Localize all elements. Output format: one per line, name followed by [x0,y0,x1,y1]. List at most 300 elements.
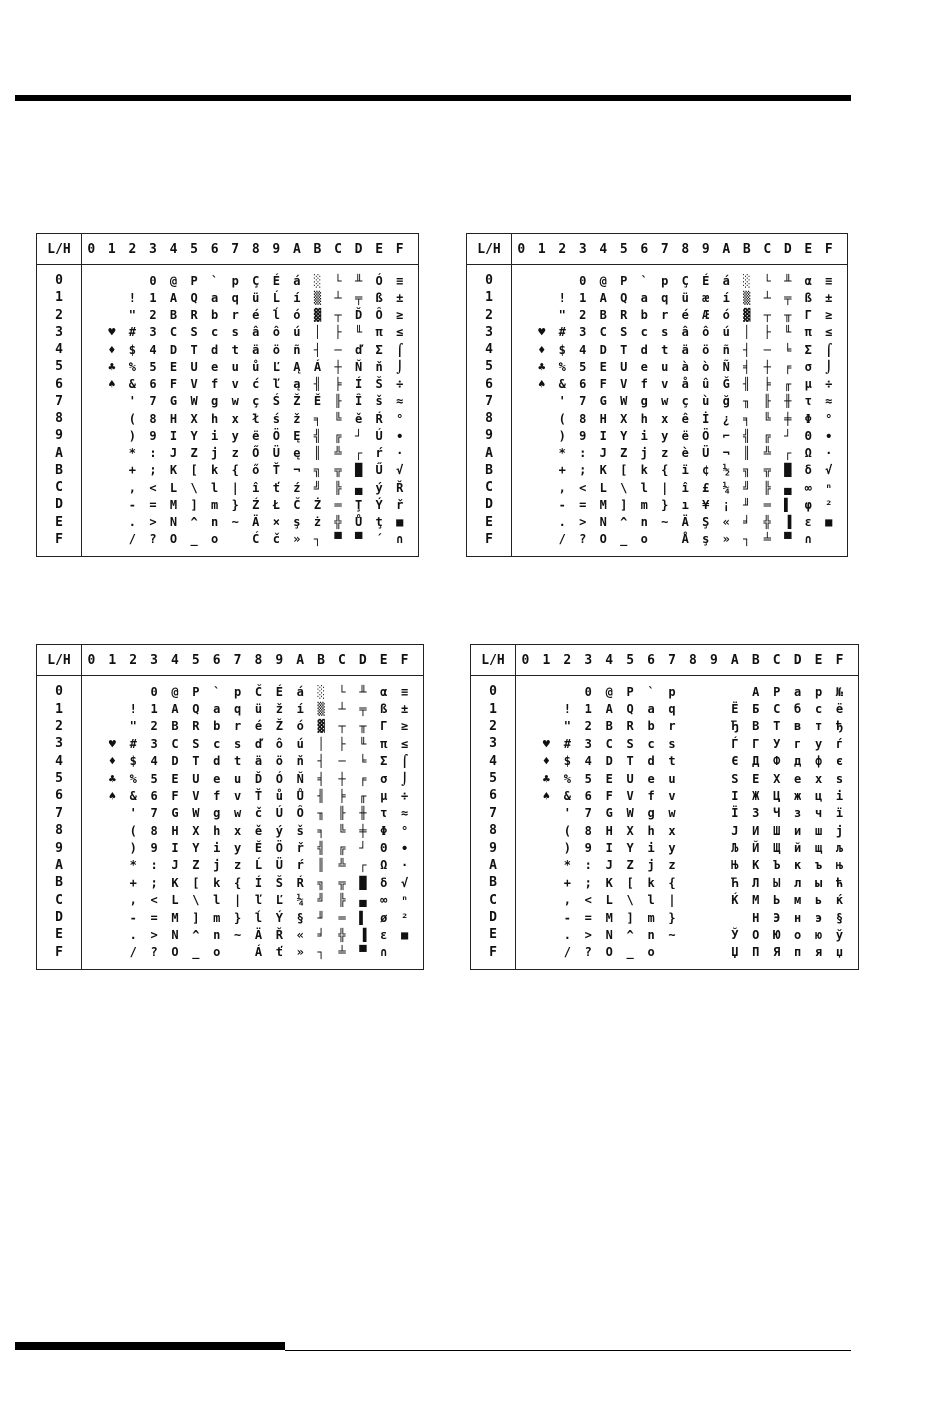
char-cell: K [169,463,178,478]
char-cell: ╫ [359,806,367,821]
char-cell [536,892,557,909]
char-cell: 6 [584,788,592,803]
char-cell: Z [620,446,628,461]
char-cell: ] [626,910,634,925]
column-header: A [730,652,739,668]
char-cell: Ñ [722,359,730,374]
row-header: 4 [485,342,493,358]
char-cell: Ю [773,927,781,942]
char-cell: · [400,858,409,873]
char-cell [532,393,553,410]
char-cell: ę [293,446,301,461]
char-cell: b [640,308,648,323]
character-table-2 [466,233,848,557]
char-cell [102,531,123,548]
char-cell: 3 [584,736,592,751]
row-header: 6 [55,376,63,392]
char-cell [703,805,724,822]
char-cell: ╢ [313,377,322,392]
char-cell: P [626,684,634,699]
char-cell: ≡ [825,273,833,288]
char-cell: í [722,290,730,305]
char-cell: h [213,823,221,838]
char-cell: ├ [338,736,346,751]
char-cell: · [825,446,833,461]
char-cell [536,857,557,874]
char-cell: é [681,308,689,323]
char-cell: Ћ [731,875,739,890]
char-cell [515,787,536,804]
char-cell: ò [702,359,710,374]
char-cell: ═ [763,497,771,512]
char-cell: ч [814,806,823,821]
char-cell [81,393,102,410]
char-cell: a [213,702,221,717]
char-cell: D [599,342,607,357]
char-cell [81,926,102,943]
char-cell: ╡ [317,771,325,786]
char-cell: ť [275,945,283,960]
char-cell: F [605,788,613,803]
char-cell: Л [752,875,760,890]
char-cell: ţ [375,515,383,530]
column-header: 4 [599,241,608,257]
char-cell [81,531,102,548]
char-cell: _ [192,945,200,960]
char-cell [683,944,704,961]
char-cell: / [563,945,571,960]
char-cell [703,718,724,735]
char-cell: ♥ [542,736,551,751]
char-cell [102,393,123,410]
char-cell: ë [252,428,260,443]
char-cell: Е [752,771,760,786]
char-cell: 6 [149,377,157,392]
char-cell: ä [254,754,263,769]
char-cell: O [171,945,179,960]
char-cell: ô [275,736,283,751]
char-cell: e [213,771,221,786]
char-cell: A [171,702,179,717]
char-cell: ň [375,359,383,374]
char-cell: s [233,736,242,751]
char-cell: 4 [579,342,587,357]
column-header: 7 [233,652,242,668]
char-cell: ∞ [804,480,812,495]
char-cell: Ä [254,927,263,942]
row-header: 5 [55,359,63,375]
char-cell [532,514,553,531]
char-cell: N [169,515,178,530]
char-cell: V [620,377,628,392]
char-cell: x [668,823,676,838]
char-cell: ♠ [108,377,116,392]
char-cell: P [192,684,200,699]
char-cell: ´ [375,532,383,547]
char-cell: ─ [338,754,346,769]
char-cell: + [129,875,137,890]
char-cell: Ч [773,806,781,821]
char-cell: _ [620,532,628,547]
char-cell: M [599,497,607,512]
char-cell: ŕ [375,446,383,461]
char-cell: ╕ [317,823,325,838]
char-cell: ♣ [542,771,551,786]
char-cell: ╫ [784,394,792,409]
char-cell: Њ [731,858,739,873]
char-cell: Ç [252,273,260,288]
char-cell: § [835,910,844,925]
char-cell: ╨ [359,684,367,699]
char-cell: ⁿ [400,893,409,908]
char-cell: ) [563,841,571,856]
row-header: 1 [55,290,63,306]
char-cell: â [681,325,689,340]
char-cell: C [169,325,178,340]
char-cell [536,718,557,735]
char-cell: ` [647,684,655,699]
char-cell: æ [702,290,710,305]
char-cell: ┐ [317,945,325,960]
char-cell: м [794,893,802,908]
char-cell: ╪ [359,823,367,838]
char-cell: Р [773,684,781,699]
char-cell: H [171,823,179,838]
char-cell [511,445,532,462]
char-cell: К [752,858,760,873]
char-cell: ď [254,736,263,751]
char-cell: ь [814,893,823,908]
char-cell [81,479,102,496]
char-cell: ш [814,823,823,838]
char-cell: ! [558,290,566,305]
char-cell: ─ [763,342,771,357]
char-cell: E [169,359,178,374]
char-cell: ╤ [359,702,367,717]
char-cell: ■ [400,927,409,942]
char-cell: C [599,325,607,340]
char-cell: і [835,788,844,803]
char-cell: < [150,893,158,908]
char-cell: x [661,411,669,426]
char-cell: ≤ [396,325,404,340]
char-cell: ø [380,910,388,925]
char-cell: ~ [661,515,669,530]
char-cell: ♦ [538,342,546,357]
char-cell: » [296,945,304,960]
char-cell: ╗ [317,875,325,890]
char-cell: n [647,927,655,942]
char-cell: З [752,806,760,821]
column-header: A [722,241,731,257]
char-cell: Ў [731,927,739,942]
row-header: 9 [55,428,63,444]
column-header: 8 [681,241,690,257]
char-cell: й [794,841,802,856]
char-cell: 3 [149,325,157,340]
char-cell: ж [794,788,802,803]
char-cell: ^ [620,515,628,530]
char-cell: k [640,463,648,478]
char-cell: M [169,497,178,512]
char-cell: ║ [317,858,325,873]
char-cell: ╔ [334,428,342,443]
char-cell: / [128,532,137,547]
char-cell: ⌠ [825,342,833,357]
char-cell: ± [396,290,404,305]
char-cell: g [647,806,655,821]
char-cell: k [211,463,219,478]
char-cell: b [211,308,219,323]
column-header: 0 [87,652,96,668]
char-cell: = [579,497,587,512]
char-cell: Č [293,497,301,512]
char-cell: É [702,273,710,288]
char-cell: , [129,893,137,908]
char-cell [102,857,123,874]
column-header: 3 [150,652,158,668]
char-cell: Ž [275,719,283,734]
char-cell [532,445,553,462]
char-cell [536,700,557,717]
char-cell: ♠ [542,788,551,803]
char-cell: u [661,359,669,374]
char-cell: ů [275,788,283,803]
char-cell: Ş [702,515,710,530]
char-cell: ╝ [313,480,322,495]
column-header: 7 [231,241,240,257]
column-header: 2 [563,652,572,668]
char-cell [81,445,102,462]
char-cell [81,341,102,358]
char-cell: | [661,480,669,495]
char-cell: É [272,273,280,288]
char-cell [102,272,123,289]
row-header: 1 [55,701,63,717]
char-cell: Ř [275,927,283,942]
char-cell: ╟ [338,806,346,821]
char-cell [81,909,102,926]
char-cell [683,874,704,891]
char-cell [536,805,557,822]
char-cell: ы [814,875,823,890]
char-cell: ≈ [396,394,404,409]
char-cell: ┴ [338,702,346,717]
char-cell: ó [722,308,730,323]
char-cell: N [599,515,607,530]
row-header: D [55,497,63,513]
char-cell: ♦ [542,754,551,769]
char-cell: ° [400,823,409,838]
char-cell: ö [702,342,710,357]
char-cell: ─ [334,342,342,357]
char-cell: Ť [254,788,263,803]
char-cell: ? [150,945,158,960]
char-cell: + [128,463,137,478]
char-cell: } [661,497,669,512]
row-header: 9 [55,840,63,856]
char-cell: G [599,394,607,409]
char-cell: Ť [272,463,280,478]
char-cell: ú [722,325,730,340]
char-cell [683,753,704,770]
char-cell: ñ [722,342,730,357]
char-cell: ŕ [296,858,304,873]
char-cell [683,787,704,804]
char-cell: ≥ [825,308,833,323]
row-header: A [55,857,63,873]
char-cell: 9 [579,428,587,443]
char-cell: d [211,342,219,357]
char-cell: i [213,841,221,856]
char-cell: B [169,308,178,323]
column-header: D [358,652,367,668]
char-cell: в [794,719,802,734]
char-cell [536,822,557,839]
char-cell: I [171,841,179,856]
char-cell: ≈ [400,806,409,821]
char-cell: G [605,806,613,821]
char-cell: 0 [150,684,158,699]
char-cell: Q [192,702,200,717]
char-cell: ╦ [763,463,771,478]
char-cell: ┐ [743,532,751,547]
char-cell: n [211,515,219,530]
char-cell: f [640,377,648,392]
char-cell: ( [558,411,566,426]
char-cell: ë [681,428,689,443]
char-cell: ľ [254,893,263,908]
char-cell: J [171,858,179,873]
char-cell: Y [192,841,200,856]
char-cell: V [626,788,634,803]
char-cell: ě [354,411,363,426]
row-header: E [55,514,63,530]
char-cell: 8 [149,411,157,426]
char-cell: m [640,497,648,512]
char-cell: % [563,771,571,786]
char-cell: Ї [731,806,739,821]
char-cell: ┬ [763,308,771,323]
char-cell [703,683,724,700]
column-header: 3 [584,652,593,668]
char-cell: ♥ [538,325,546,340]
char-cell: ╡ [743,359,751,374]
char-cell: Ą [293,359,301,374]
char-cell: & [563,788,571,803]
char-cell: v [233,788,242,803]
char-cell: ║ [743,446,751,461]
char-cell [102,445,123,462]
row-header: 5 [55,771,63,787]
char-cell: ř [396,497,404,512]
char-cell: @ [599,273,607,288]
row-header: 3 [55,324,63,340]
row-header: E [485,514,493,530]
row-header: E [489,927,497,943]
char-cell: ú [293,325,301,340]
char-cell: A [169,290,178,305]
char-cell: l [213,893,221,908]
char-cell: £ [702,480,710,495]
char-cell: И [752,823,760,838]
char-cell: H [169,411,178,426]
char-cell: Ű [375,463,383,478]
column-header: E [804,241,813,257]
char-cell: r [668,719,676,734]
char-cell: w [668,806,676,821]
char-cell [532,496,553,513]
char-cell: ╢ [317,788,325,803]
char-cell: Ż [313,497,322,512]
char-cell [703,839,724,856]
column-header: 6 [212,652,221,668]
corner-label: L/H [471,645,516,675]
char-cell: , [128,480,137,495]
char-cell: Ź [252,497,260,512]
char-cell: à [681,359,689,374]
char-cell: ) [129,841,137,856]
char-cell [703,944,724,961]
char-cell [511,427,532,444]
char-cell: ~ [668,927,676,942]
char-cell: T [190,342,198,357]
row-header: C [55,892,63,908]
char-cell: л [794,875,802,890]
char-cell: ■ [396,515,404,530]
character-table-1 [36,233,419,557]
char-cell: ' [563,806,571,821]
row-header: 2 [489,718,497,734]
char-cell: w [231,394,239,409]
char-cell: δ [804,463,812,478]
char-cell: ╠ [334,480,342,495]
char-cell: - [563,910,571,925]
char-cell: - [128,497,137,512]
char-cell: ╚ [763,411,771,426]
char-cell: S [620,325,628,340]
char-cell: ┤ [743,342,751,357]
row-header: B [489,875,497,891]
char-cell: ╜ [317,910,325,925]
char-cell: z [233,858,242,873]
char-cell: < [584,893,592,908]
row-header: 0 [485,273,493,289]
column-header: 8 [689,652,697,668]
char-cell: f [647,788,655,803]
char-cell: 1 [150,702,158,717]
char-cell: ° [396,411,404,426]
char-cell: ⌡ [825,359,833,374]
char-cell: ? [584,945,592,960]
char-cell: ├ [763,325,771,340]
char-cell: ù [702,394,710,409]
char-cell: ╝ [317,893,325,908]
char-cell: д [794,754,802,769]
char-cell: σ [804,359,812,374]
char-cell: « [296,927,304,942]
char-cell: ║ [313,446,322,461]
char-cell: Γ [804,308,812,323]
char-cell: Ý [275,910,283,925]
char-cell: ┘ [354,428,363,443]
char-cell: k [647,875,655,890]
char-cell: Х [773,771,781,786]
char-cell: + [558,463,566,478]
char-cell: ╠ [763,480,771,495]
char-cell: U [620,359,628,374]
char-cell: d [647,754,655,769]
